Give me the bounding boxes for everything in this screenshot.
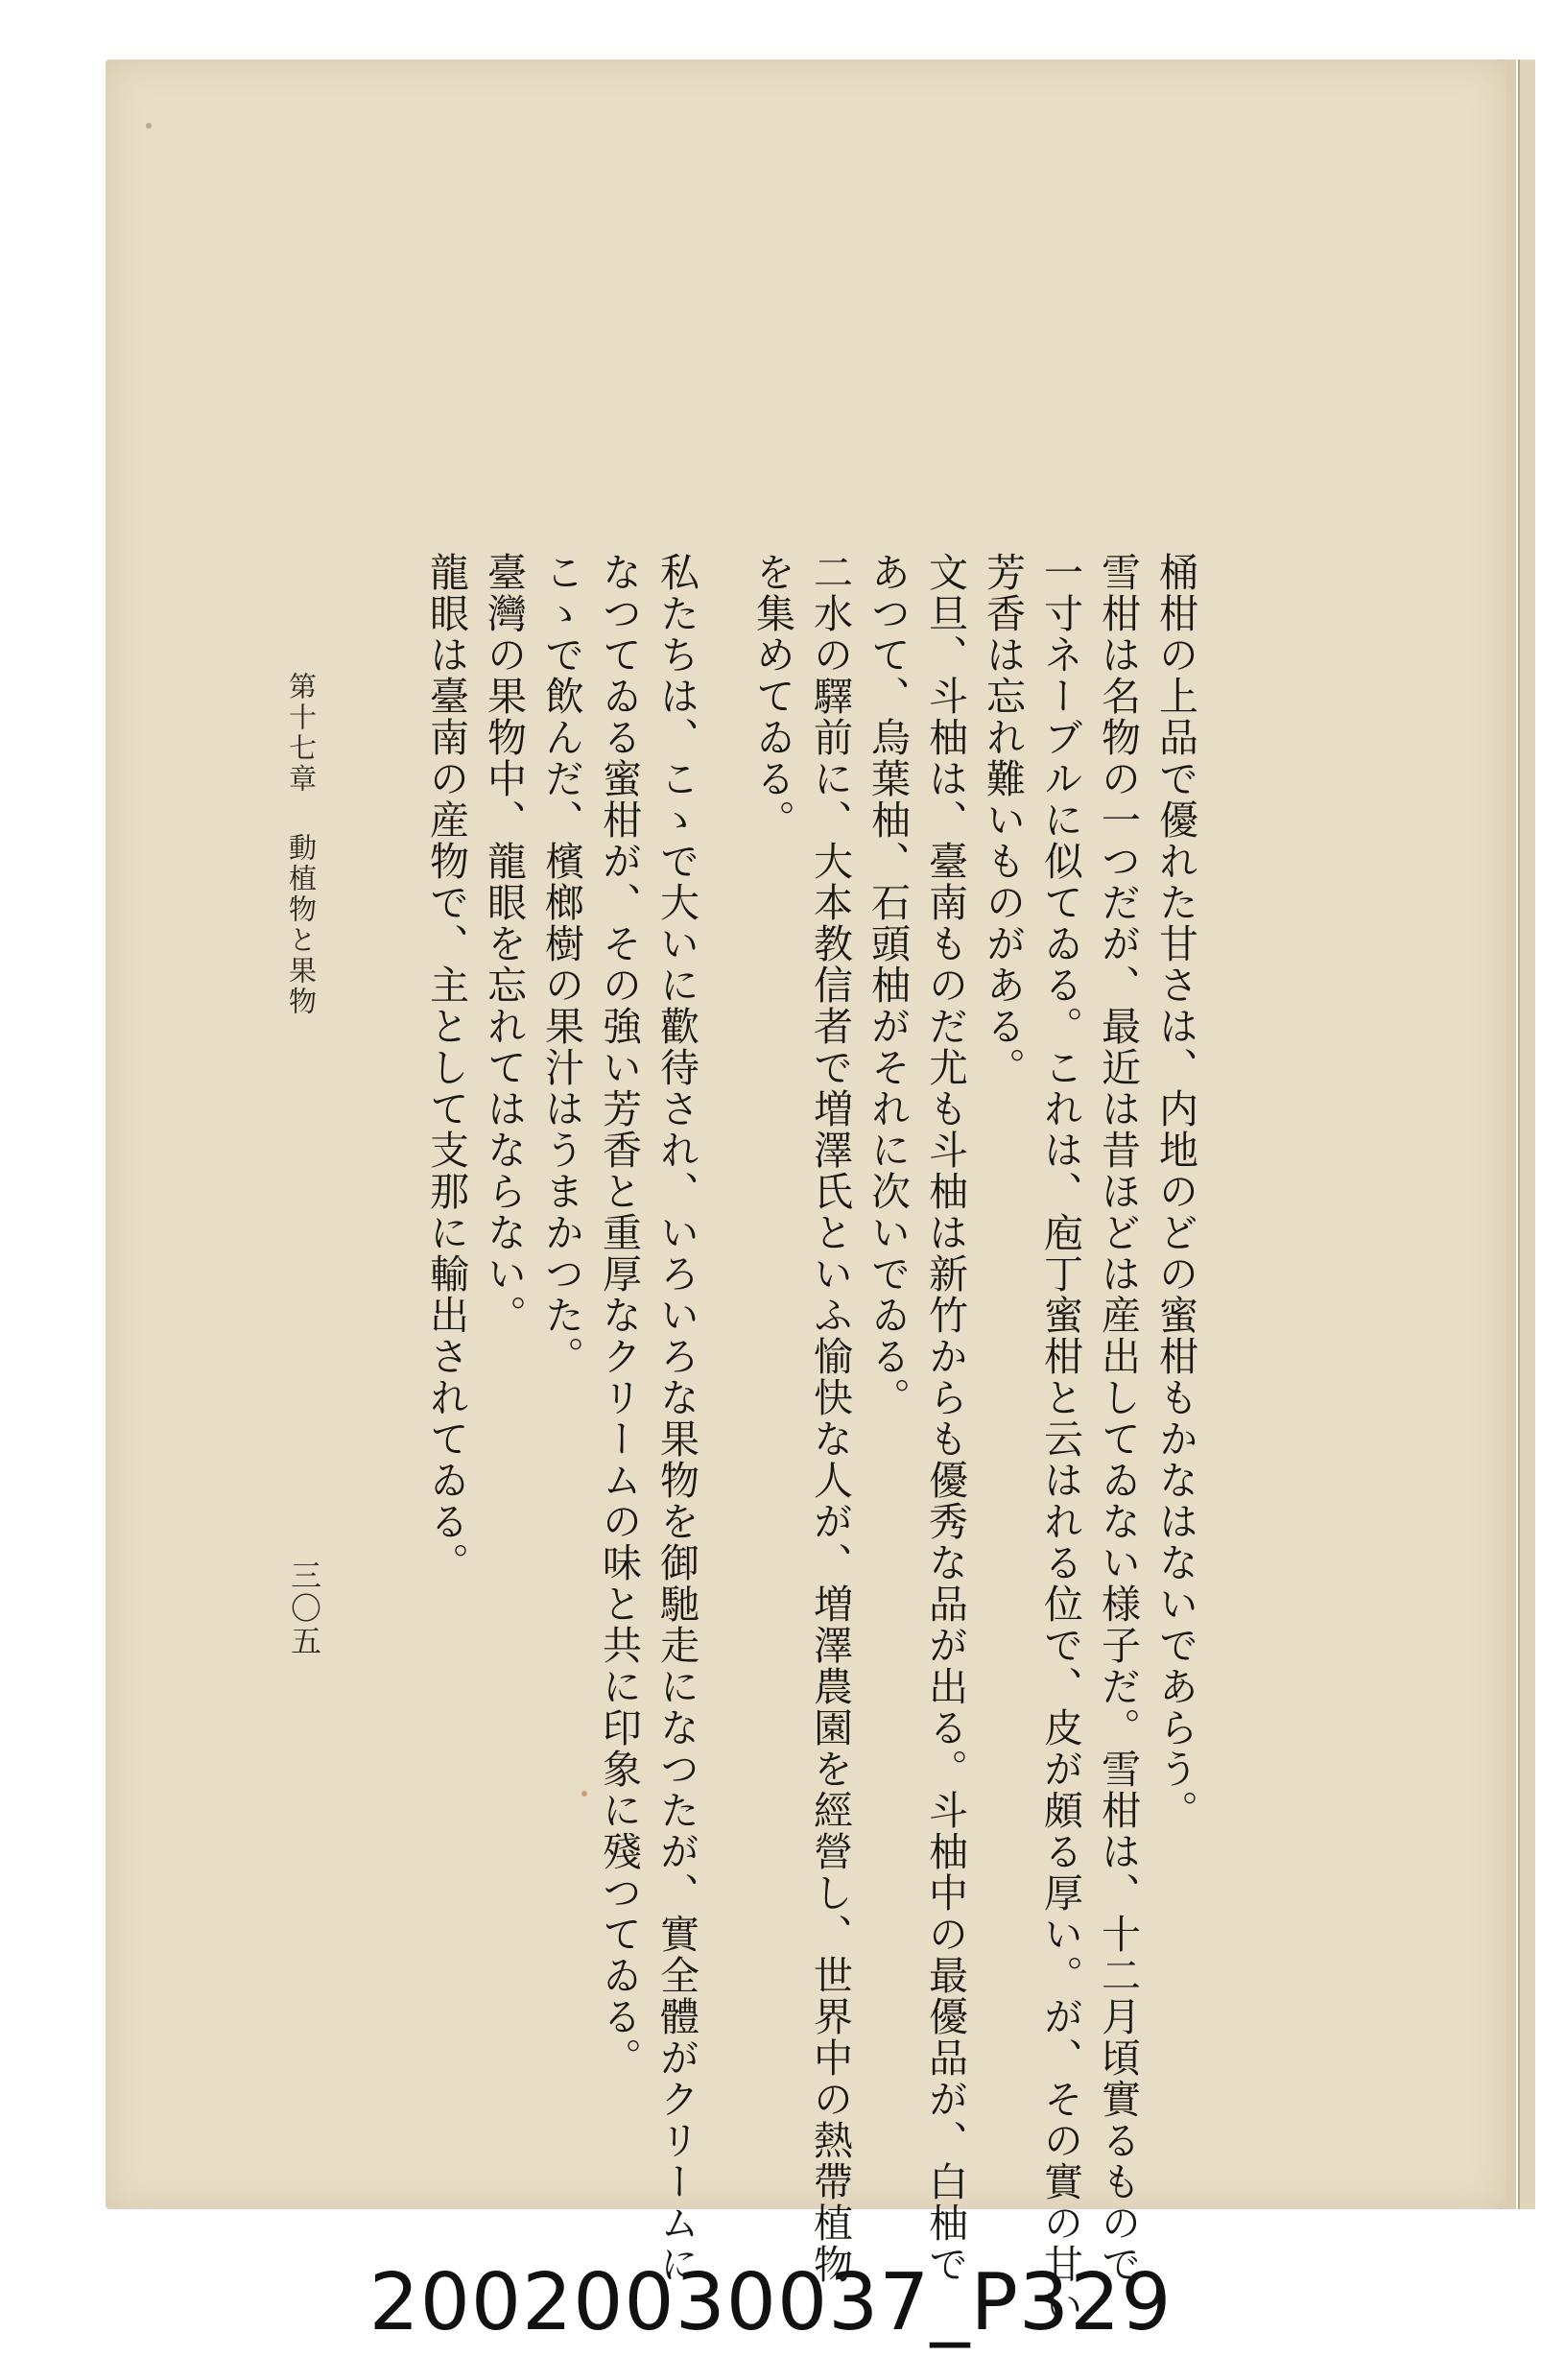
text-line-12: 臺灣の果物中、龍眼を忘れてはならない。: [481, 552, 527, 1336]
text-line-11: こゝで飲んだ、檳榔樹の果汁はうまかつた。: [538, 552, 584, 1377]
chapter-title: 動植物と果物: [285, 833, 318, 1017]
paper-speck: [146, 123, 152, 129]
text-line-7: 二水の驛前に、大本教信者で増澤氏といふ愉快な人が、増澤農園を經營し、世界中の熱帶植物: [807, 552, 853, 2285]
text-line-2: 雪柑は名物の一つだが、最近は昔ほどは産出してゐない様子だ。雪柑は、十二月頃實るもので: [1095, 552, 1141, 2285]
paper-speck: [581, 1791, 587, 1797]
text-line-13: 龍眼は臺南の産物で、主として支那に輸出されてゐる。: [423, 552, 469, 1583]
text-line-5: 文旦、斗柚は、臺南ものだ尤も斗柚は新竹からも優秀な品が出る。斗柚中の最優品が、白柚で: [922, 552, 968, 2285]
book-page: [106, 60, 1506, 2209]
page-number: 三〇五: [286, 1559, 322, 1657]
text-line-9: 私たちは、こゝで大いに歡待され、いろいろな果物を御馳走になつたが、實全體がクリームに: [653, 552, 699, 2285]
text-line-8: を集めてゐる。: [749, 552, 795, 841]
text-line-3: 一寸ネーブルに似てゐる。これは、庖丁蜜柑と云はれる位で、皮が頗る厚い。が、その實の甘い: [1037, 552, 1083, 2326]
chapter-number: 第十七章: [285, 672, 318, 795]
text-line-6: あつて、烏葉柚、石頭柚がそれに次いでゐる。: [865, 552, 911, 1418]
text-line-4: 芳香は忘れ難いものがある。: [980, 552, 1026, 1088]
page-edge: [1518, 60, 1535, 2209]
running-header: [282, 672, 321, 1017]
text-line-1: 桶柑の上品で優れた甘さは、内地のどの蜜柑もかなはないであらう。: [1152, 552, 1198, 1831]
text-line-10: なつてゐる蜜柑が、その強い芳香と重厚なクリームの味と共に印象に殘つてゐる。: [596, 552, 642, 2079]
image-caption: 20020030037_P329: [368, 2257, 1173, 2348]
